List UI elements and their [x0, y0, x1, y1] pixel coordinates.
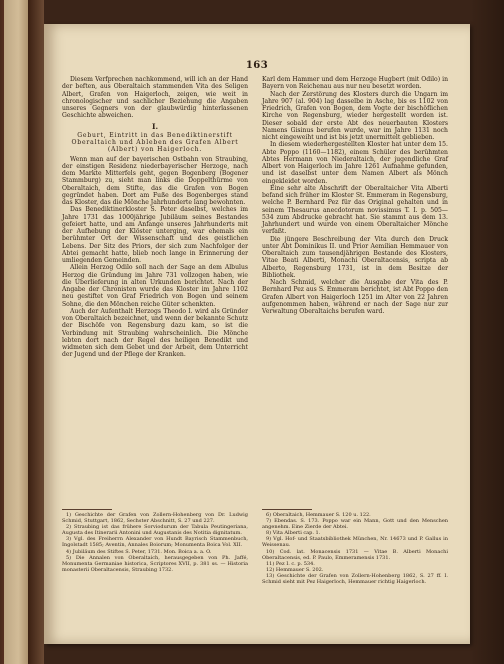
body-paragraph: Wenn man auf der bayerischen Ostbahn von Straubing, der einstigen Residenz niederbayerischer Herzoge, nach dem Markte Mitterfels geht, gegen Bogenberg (Bogener Stammburg) zu, sieht man links die Doppelthürme von Oberaltaich, dem Stifte, das die Grafen von Bogen gegründet haben. Dort am Fuße des Bogenberges stand das Kloster, das die Mönche Jahrhunderte lang bewohnten. — [62, 155, 248, 206]
body-paragraph: Nach Schmid, welcher die Ausgabe der Vita des P. Bernhard Pez aus S. Emmeram berichtet, ist Abt Poppo den Grafen Albert von Haigerloch 1251 im Alter von 22 Jahren aufgenommen haben, während er nach der Sage nur zur Verwaltung Oberaltaichs berufen ward. — [262, 279, 448, 315]
footnote-divider — [62, 509, 112, 510]
body-paragraph: Eine sehr alte Abschrift der Oberaltaicher Vita Alberti befand sich früher im Kloster St. Emmeram in Regensburg, welche P. Bernhard Pez für das Original gehalten und in seinem Thesaurus anecdotorum novissimus T. I. p. 505—534 zum Abdrucke gebracht hat. Sie stammt aus dem 13. Jahrhundert und wurde von einem Oberaltaicher Mönche verfaßt. — [262, 184, 448, 236]
footnotes-left — [62, 506, 248, 573]
body-paragraph: Auch der Aufenthalt Herzogs Theodo I. wird als Gründer von Oberaltaich bezeichnet, und wenn der bekannte Schutz der Bischöfe von Regensburg dazu kam, so ist die Verbindung mit Straubing wahrscheinlich. Die Mönche lebten dort nach der Regel des heiligen Benedikt und widmeten sich dem Gebet und der Arbeit, dem Unterricht der Jugend und der Pflege der Kranken. — [62, 307, 248, 359]
footnote: 7) Ebendas. S. 173. Poppo war ein Mann, Gott und den Menschen angenehm. Eine Zierde der Abtei. — [262, 518, 448, 531]
footnote-divider — [262, 509, 312, 510]
footnote: 13) Geschichte der Grafen von Zollern-Hohenberg 1862, S. 27 ff. I. Schmid sieht mit Pez Haigerloch, Hemmauer richtig Haigerloch. — [262, 572, 448, 586]
footnote: 6) Oberaltaich, Hemmauer S. 120 u. 122. — [266, 512, 371, 518]
right-background — [470, 0, 504, 664]
left-column — [62, 76, 248, 359]
footnote: 4) Jubiläum des Stiftes S. Peter, 1731. Mon. Boica a. a. O. — [66, 548, 212, 555]
footnote: 2) Straubing ist das frühere Sorviodurum der Tabula Peutingeriana, Augusta des Itinerarii Antonini und Augustanis des Notitia dignitatum. — [62, 524, 248, 537]
body-paragraph: Nach der Zerstörung des Klosters durch die Ungarn im Jahre 907 (al. 904) lag dasselbe in Asche, bis es 1102 von Friedrich, Grafen von Bogen, dem Vogte der bischöflichen Kirche von Regensburg, wieder hergestellt worden ist. Dieser sobald der erste Abt des neuerbauten Klosters Namens Gisinus berufen wurde, war im Jahre 1131 noch nicht eingeweiht und ist bis jetzt unermittelt geblieben. — [262, 90, 448, 141]
footnote: 5) Die Annalen von Oberaltaich, herausgegeben von Ph. Jaffé, Monumenta Germaniae historica, Scriptores XVII, p. 381 ss. — Historia monasterii Oberaltacensis, Straubing 1732. — [62, 554, 248, 573]
footnote: 1) Geschichte der Grafen von Zollern-Hohenberg von Dr. Ludwig Schmid, Stuttgart, 1862, Sechster Abschnitt, S. 27 und 227. — [62, 512, 248, 525]
body-paragraph: In diesem wiederhergestellten Kloster hat unter dem 15. Abte Poppo (1160—1182), einem Schüler des berühmten Abtes Hermann von Niederaltaich, der jugendliche Graf Albert von Haigerloch im Jahre 1261 Aufnahme gefunden, und ist daselbst unter dem Namen Albert als Mönch eingekleidet worden. — [262, 141, 448, 185]
footnote: 11) Pez I. c. p. 534. — [266, 560, 315, 567]
bottom-background — [44, 644, 470, 664]
footnotes-right — [262, 506, 448, 585]
footnote: 10) Cod. lat. Monacensis 1731 — Vitae B. Alberti Monachi Oberaltacensis, ed. P. Paulo, Emmeramensis 1731. — [262, 548, 448, 561]
body-paragraph: Karl dem Hammer und dem Herzoge Hugbert (mit Odilo) in Bayern von Reichenau aus nur neu besetzt worden. — [262, 76, 448, 91]
section-numeral: I. — [151, 121, 159, 131]
footnote: 8) Vita Alberti cap. 1. — [266, 530, 321, 537]
footnote: 3) Vgl. des Freiherrn Alexander von Hundt Bayrisch Stammenbuch, Ingolstadt 1585; Aventin, Annales Boiorum; Monumenta Boica Vol. XII. — [62, 536, 248, 549]
top-background — [44, 0, 470, 24]
footnote: 12) Hemmauer S. 202. — [266, 566, 324, 573]
page-number: 163 — [245, 60, 269, 71]
section-heading: Geburt, Eintritt in das Benediktinerstift Oberaltaich und Ableben des Grafen Albert (Albert) von Haigerloch. — [71, 131, 239, 154]
book-spine — [28, 0, 44, 664]
body-paragraph: Das Benediktinerkloster S. Peter daselbst, welches im Jahre 1731 das 1000jährige Jubiläum seines Bestandes gefeiert hatte, und am Anfange unseres Jahrhunderts mit der Aufhebung der Klöster unterging, war ehemals ein berühmter Ort der Wissenschaft und des geistlichen Lebens. Der Sitz des Priors, der sich zum Nachfolger der Abtei gemacht hatte, blieb noch lange in Erinnerung der umliegenden Gemeinden. — [62, 206, 248, 264]
book-page — [44, 24, 470, 644]
intro-paragraph: Diesem Verfprechen nachkommend, will ich an der Hand der beften, aus Oberaltaich stammenden Vita des Seligen Albert, Grafen von Haigerloch, zeigen, wie weit in chronologischer und sachlicher Beziehung die Angaben unseres Gegners von der glaubwürdig hinterlassenen Geschichte abweichen. — [62, 76, 248, 120]
left-page-edge — [4, 0, 28, 664]
body-paragraph: Allein Herzog Odilo soll nach der Sage an dem Albulus Herzog die Gründung im Jahre 731 vollzogen haben, wie die Überlieferung in alten Urkunden berichtet. Nach der Angabe der Chronisten wurde das Kloster im Jahre 1102 neu gestiftet von Graf Friedrich von Bogen und seinem Sohne, die den Mönchen reiche Güter schenkten. — [62, 264, 248, 308]
footnote: 9) Vgl. Hof- und Staatsbibliothek München, Nr. 14673 und P. Gallus in Weissenau. — [262, 536, 448, 549]
body-paragraph: Die jüngere Beschreibung der Vita durch den Druck unter Abt Dominikus II. und Prior Aemilian Hemmauer von Oberaltaich zum tausendjährigen Bestande des Klosters, Vitae Beati Alberti, Monachi Oberaltacensis, scripta ab Alberto, Regensburg 1731, ist in dem Besitze der Bibliothek. — [262, 235, 448, 279]
right-column — [262, 76, 448, 315]
